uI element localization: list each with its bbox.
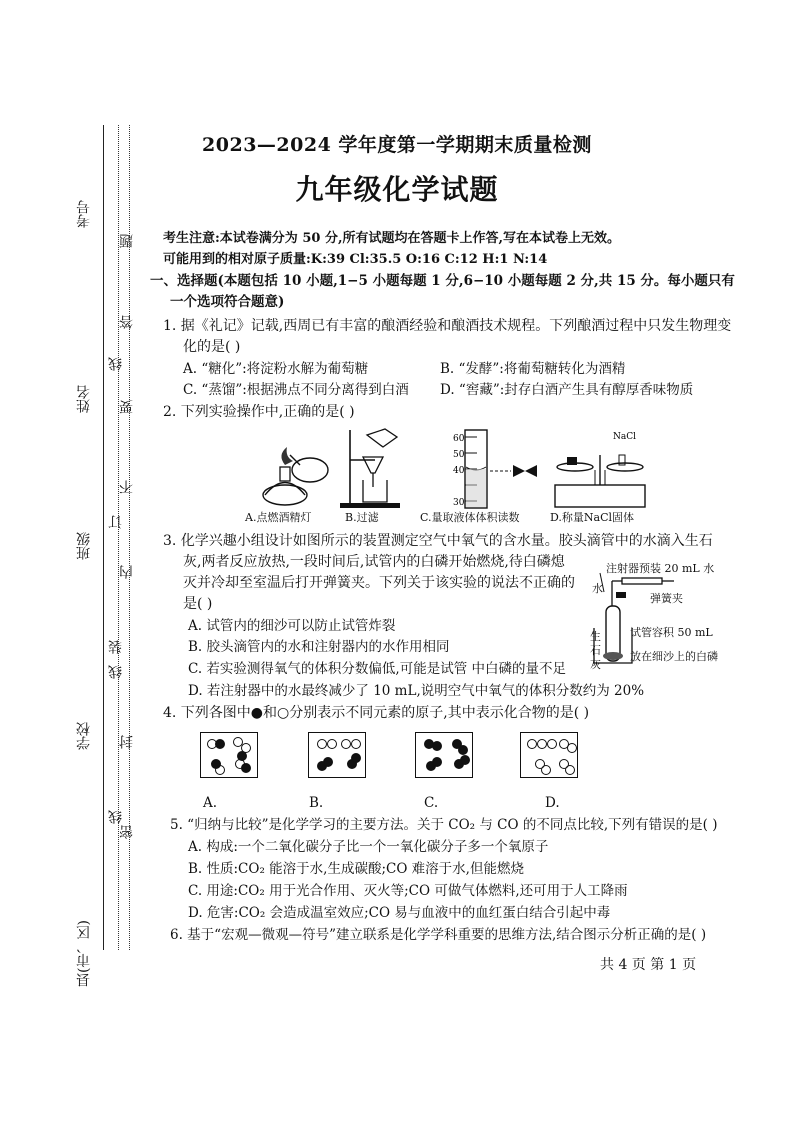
q4-option-c: C. bbox=[424, 795, 439, 811]
filtration-icon bbox=[340, 429, 400, 508]
q4-stem: 4. 下列各图中●和○分别表示不同元素的原子,其中表示化合物的是( ) bbox=[163, 705, 590, 721]
seal-char: 密 bbox=[119, 825, 135, 839]
q3-stem-2: 灰,两者反应放热,一段时间后,试管内的白磷开始燃烧,待白磷熄 bbox=[183, 554, 565, 570]
graduated-cylinder-icon bbox=[465, 430, 537, 508]
q5-option-b: B. 性质:CO₂ 能溶于水,生成碳酸;CO 难溶于水,但能燃烧 bbox=[188, 861, 524, 877]
cyl-tick-60: 60 bbox=[453, 434, 465, 444]
margin-field-class: 班级 bbox=[76, 532, 92, 560]
q3-label-syringe: 注射器预装 20 mL 水 bbox=[606, 562, 715, 575]
seal-char: 订 bbox=[108, 515, 124, 529]
seal-char: 要 bbox=[119, 400, 135, 414]
q1-option-c: C. “蒸馏”:根据沸点不同分离得到白酒 bbox=[183, 382, 409, 398]
q3-stem-1: 3. 化学兴趣小组设计如图所示的装置测定空气中氧气的含水量。胶头滴管中的水滴入生石 bbox=[163, 533, 713, 549]
section-heading: 一、选择题(本题包括 10 小题,1−5 小题每题 1 分,6−10 小题每题 2 分,共 15 分。每小题只有 bbox=[150, 273, 735, 289]
q3-option-d: D. 若注射器中的水最终减少了 10 mL,说明空气中氧气的体积分数约为 20% bbox=[188, 683, 645, 699]
q1-option-b: B. “发酵”:将葡萄糖转化为酒精 bbox=[440, 361, 626, 377]
seal-char: 线 bbox=[108, 810, 124, 824]
cyl-tick-40: 40 bbox=[453, 466, 465, 476]
q5-stem: 5. “归纳与比较”是化学学习的主要方法。关于 CO₂ 与 CO 的不同点比较,下列有错误的是( ) bbox=[170, 817, 718, 833]
q4-box-a bbox=[200, 732, 258, 778]
seal-char: 题 bbox=[119, 234, 135, 248]
notice-line-1: 考生注意:本试卷满分为 50 分,所有试题均在答题卡上作答,写在本试卷上无效。 bbox=[163, 231, 620, 246]
q3-stem-4: 是( ) bbox=[183, 596, 213, 612]
seal-char: 答 bbox=[119, 315, 135, 329]
q2-stem: 2. 下列实验操作中,正确的是( ) bbox=[163, 404, 355, 420]
margin-field-county: 县(市、区) bbox=[76, 920, 92, 987]
q3-label-clip: 弹簧夹 bbox=[650, 592, 683, 605]
q4-option-b: B. bbox=[309, 795, 324, 811]
cyl-tick-50: 50 bbox=[453, 450, 465, 460]
q3-option-c: C. 若实验测得氧气的体积分数偏低,可能是试管 中白磷的量不足 bbox=[188, 661, 567, 677]
alcohol-lamp-icon bbox=[263, 447, 328, 505]
q1-option-d: D. “窖藏”:封存白酒产生具有醇厚香味物质 bbox=[440, 382, 694, 398]
seal-char: 装 bbox=[108, 640, 124, 654]
q1-stem: 1. 据《礼记》记载,西周已有丰富的酿酒经验和酿酒技术规程。下列酿酒过程中只发生物理变 bbox=[163, 318, 732, 334]
q3-option-a: A. 试管内的细沙可以防止试管炸裂 bbox=[188, 618, 396, 634]
q2-option-a: A.点燃酒精灯 bbox=[245, 511, 312, 524]
q4-box-d bbox=[520, 732, 578, 778]
q2-option-c: C.量取液体体积读数 bbox=[420, 511, 520, 524]
q2-option-d: D.称量NaCl固体 bbox=[550, 511, 635, 524]
q1-stem-cont: 化的是( ) bbox=[183, 339, 241, 355]
q5-option-c: C. 用途:CO₂ 用于光合作用、灭火等;CO 可做气体燃料,还可用于人工降雨 bbox=[188, 883, 628, 899]
cyl-tick-30: 30 bbox=[453, 498, 465, 508]
seal-char: 内 bbox=[119, 565, 135, 579]
notice-line-2: 可能用到的相对原子质量:K:39 Cl:35.5 O:16 C:12 H:1 N:14 bbox=[163, 252, 548, 267]
q1-option-a: A. “糖化”:将淀粉水解为葡萄糖 bbox=[183, 361, 369, 377]
page-number: 共 4 页 第 1 页 bbox=[600, 957, 697, 973]
exam-subject-title: 九年级化学试题 bbox=[295, 173, 499, 206]
margin-field-name: 姓名 bbox=[76, 385, 92, 413]
q5-option-d: D. 危害:CO₂ 会造成温室效应;CO 易与血液中的血红蛋白结合引起中毒 bbox=[188, 905, 611, 921]
q2-option-b: B.过滤 bbox=[345, 511, 379, 524]
margin-field-school: 学校 bbox=[76, 722, 92, 750]
seal-char: 线 bbox=[108, 357, 124, 371]
q4-option-a: A. bbox=[203, 795, 218, 811]
q3-stem-3: 灭并冷却至室温后打开弹簧夹。下列关于该实验的说法不正确的 bbox=[183, 575, 575, 591]
seal-char: 线 bbox=[108, 665, 124, 679]
q3-label-lime: 生石灰 bbox=[590, 630, 601, 671]
nacl-label: NaCl bbox=[613, 432, 637, 442]
seal-char: 不 bbox=[119, 480, 135, 494]
q5-option-a: A. 构成:一个二氧化碳分子比一个一氧化碳分子多一个氧原子 bbox=[188, 839, 549, 855]
margin-line-solid bbox=[103, 125, 104, 950]
seal-char: 封 bbox=[119, 735, 135, 749]
q3-label-phosphorus: 放在细沙上的白磷 bbox=[630, 650, 718, 663]
exam-period-title: 2023—2024 学年度第一学期期末质量检测 bbox=[202, 134, 592, 156]
q3-label-tube: 试管容积 50 mL bbox=[630, 626, 713, 639]
margin-field-exam-number: 考号 bbox=[76, 200, 92, 228]
q3-option-b: B. 胶头滴管内的水和注射器内的水作用相同 bbox=[188, 639, 450, 655]
q4-option-d: D. bbox=[545, 795, 560, 811]
q4-box-c bbox=[415, 732, 473, 778]
q6-stem: 6. 基于“宏观—微观—符号”建立联系是化学学科重要的思维方法,结合图示分析正确的是( ) bbox=[170, 927, 707, 943]
q3-label-water: 水 bbox=[592, 582, 603, 595]
section-heading-cont: 一个选项符合题意) bbox=[170, 294, 285, 310]
balance-icon bbox=[555, 455, 645, 507]
q4-box-b bbox=[308, 732, 366, 778]
